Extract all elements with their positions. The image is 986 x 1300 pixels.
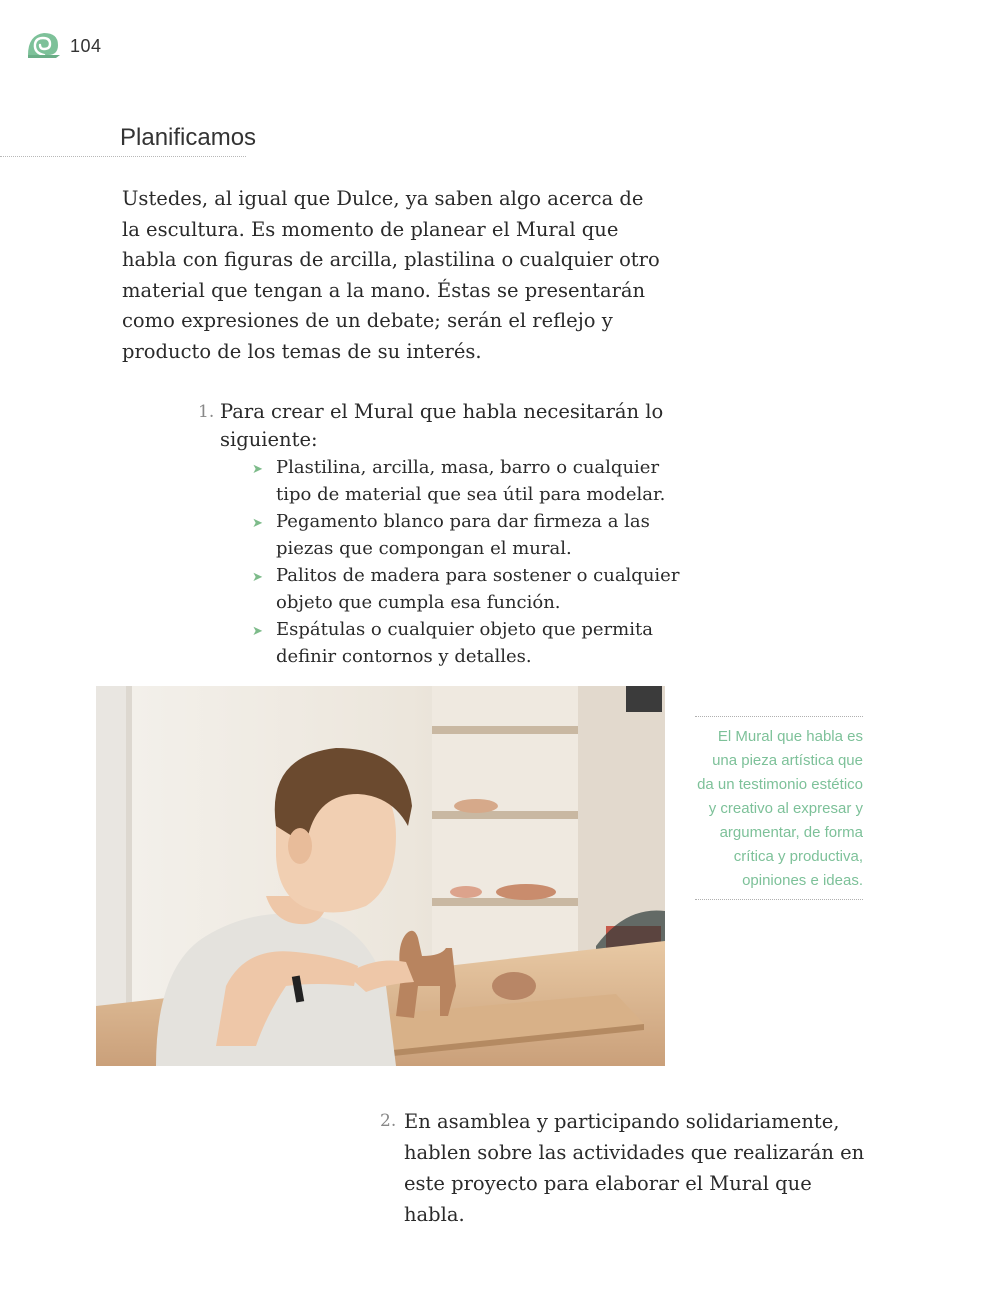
materials-bullets — [198, 454, 698, 670]
bullet-text: Palitos de madera para sostener o cualquier objeto que cumpla esa función. — [276, 565, 680, 613]
page-header — [26, 30, 102, 62]
bullet-text: Plastilina, arcilla, masa, barro o cualquier tipo de material que sea útil para modelar. — [276, 457, 666, 505]
list-item — [252, 616, 698, 670]
arrow-right-icon: ➤ — [252, 570, 263, 585]
list-number: 2. — [380, 1111, 397, 1131]
intro-paragraph: Ustedes, al igual que Dulce, ya saben algo acerca de la escultura. Es momento de planear el Mural que habla con figuras de arcilla, plastilina o cualquier otro material que tengan a la mano. Éstas se presentarán como expresiones de un debate; serán el reflejo y producto de los temas de su interés. — [122, 187, 660, 363]
list-heading-text: Para crear el Mural que habla necesitarán lo siguiente: — [220, 400, 664, 451]
bullet-text: Espátulas o cualquier objeto que permita definir contornos y detalles. — [276, 619, 653, 667]
list-item — [252, 562, 698, 616]
sidebar-text: El Mural que habla es una pieza artística que da un testimonio estético y creativo al expresar y argumentar, de forma crítica y productiva, opiniones e ideas. — [697, 728, 863, 889]
list-item — [252, 454, 698, 508]
arrow-right-icon: ➤ — [252, 516, 263, 531]
list-number: 1. — [198, 402, 215, 422]
list-item-1-heading — [198, 398, 698, 454]
section-title: Planificamos — [120, 124, 257, 151]
list-item — [252, 508, 698, 562]
child-modeling-clay-photo — [96, 686, 665, 1066]
list-item-2 — [380, 1106, 870, 1230]
arrow-right-icon: ➤ — [252, 624, 263, 639]
title-divider — [0, 156, 246, 157]
snail-shell-icon — [26, 29, 62, 63]
arrow-right-icon: ➤ — [252, 462, 263, 477]
list-item-2-text: En asamblea y participando solidariamente, hablen sobre las actividades que realizarán en este proyecto para elaborar el Mural que habla. — [404, 1110, 865, 1226]
materials-list — [198, 398, 698, 670]
sidebar-note — [695, 716, 863, 900]
page-number: 104 — [70, 35, 102, 56]
bullet-text: Pegamento blanco para dar firmeza a las piezas que compongan el mural. — [276, 511, 650, 559]
